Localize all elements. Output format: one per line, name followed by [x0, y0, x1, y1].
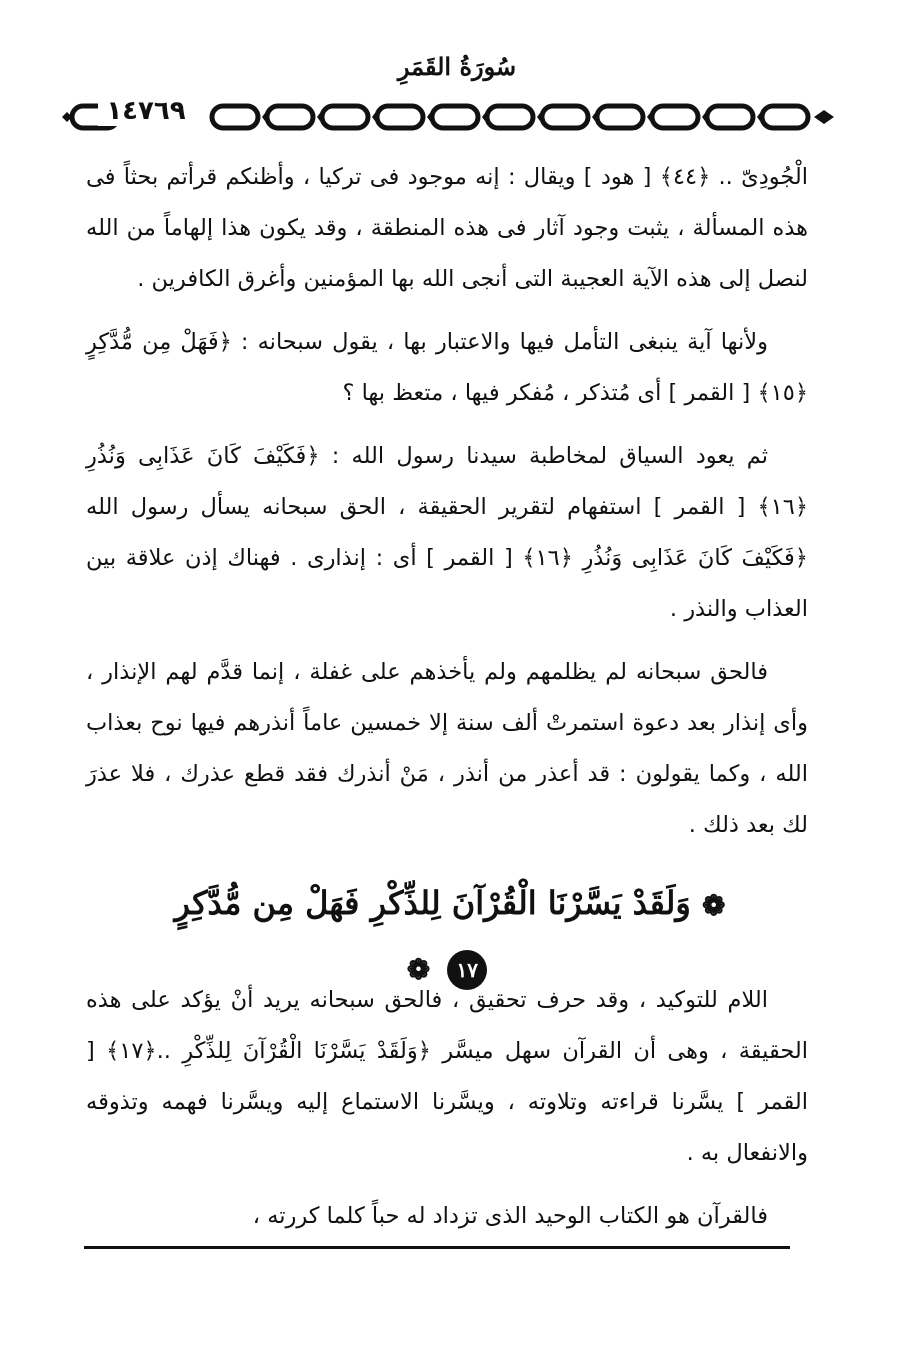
paragraph-3: ثم يعود السياق لمخاطبة سيدنا رسول الله : ﴿فَكَيْفَ كَانَ عَذَابِى وَنُذُرِ ﴿١٦﴾ [ القمر ] استفهام لتقرير الحقيقة ، الحق سبحانه يسأل رسول الله ﴿فَكَيْفَ كَانَ عَذَابِى وَنُذُرِ ﴿١٦﴾ [ القمر ] أى : إنذارى . فهناك إذن علاقة بين العذاب والنذر .	[86, 443, 808, 622]
paragraph-4: فالحق سبحانه لم يظلمهم ولم يأخذهم على غفلة ، إنما قدَّم لهم الإنذار ، وأى إنذار بعد دعوة استمرتْ ألف سنة إلا خمسين عاماً أنذرهم فيها نوح بعذاب الله ، وكما يقولون : قد أعذر من أنذر ، مَنْ أنذرك فقد قطع عذرك ، فلا عذرَ لك بعد ذلك .	[86, 659, 808, 838]
paragraph-6: فالقرآن هو الكتاب الوحيد الذى تزداد له حباً كلما كررته ،	[252, 1203, 768, 1229]
verse-number-marker: ١٧	[447, 950, 487, 990]
page-number: ١٤٧٦٩	[98, 96, 194, 126]
body-text-bottom	[86, 975, 808, 1254]
quran-verse-heading	[170, 872, 730, 986]
verse-ornament-right-icon: ❁	[701, 888, 726, 922]
footer-rule	[84, 1246, 790, 1249]
paragraph-5: اللام للتوكيد ، وقد حرف تحقيق ، فالحق سبحانه يريد أنْ يؤكد على هذه الحقيقة ، وهى أن القرآن سهل ميسَّر ﴿وَلَقَدْ يَسَّرْنَا الْقُرْآنَ لِلذِّكْرِ ..﴿١٧﴾ [ القمر ] يسَّرنا قراءته وتلاوته ، ويسَّرنا الاستماع إليه ويسَّرنا فهمه وتذوقه والانفعال به .	[86, 987, 808, 1166]
paragraph-1: الْجُودِىّ .. ﴿٤٤﴾ [ هود ] ويقال : إنه موجود فى تركيا ، وأظنكم قرأتم بحثاً فى هذه المسألة ، يثبت وجود آثار فى هذه المنطقة ، وقد يكون هذا إلهاماً من الله لنصل إلى هذه الآية العجيبة التى أنجى الله بها المؤمنين وأغرق الكافرين .	[86, 164, 808, 292]
paragraph-2: ولأنها آية ينبغى التأمل فيها والاعتبار بها ، يقول سبحانه : ﴿فَهَلْ مِن مُّدَّكِرٍ ﴿١٥﴾ [ القمر ] أى مُتذكر ، مُفكر فيها ، متعظ بها ؟	[86, 329, 808, 406]
verse-ornament-left-icon: ❁	[406, 953, 431, 986]
surah-title: سُورَةُ القَمَرِ	[397, 52, 517, 81]
body-text-top	[86, 152, 808, 863]
verse-text: وَلَقَدْ يَسَّرْنَا الْقُرْآنَ لِلذِّكْرِ فَهَلْ مِن مُّدَّكِرٍ	[174, 884, 691, 922]
